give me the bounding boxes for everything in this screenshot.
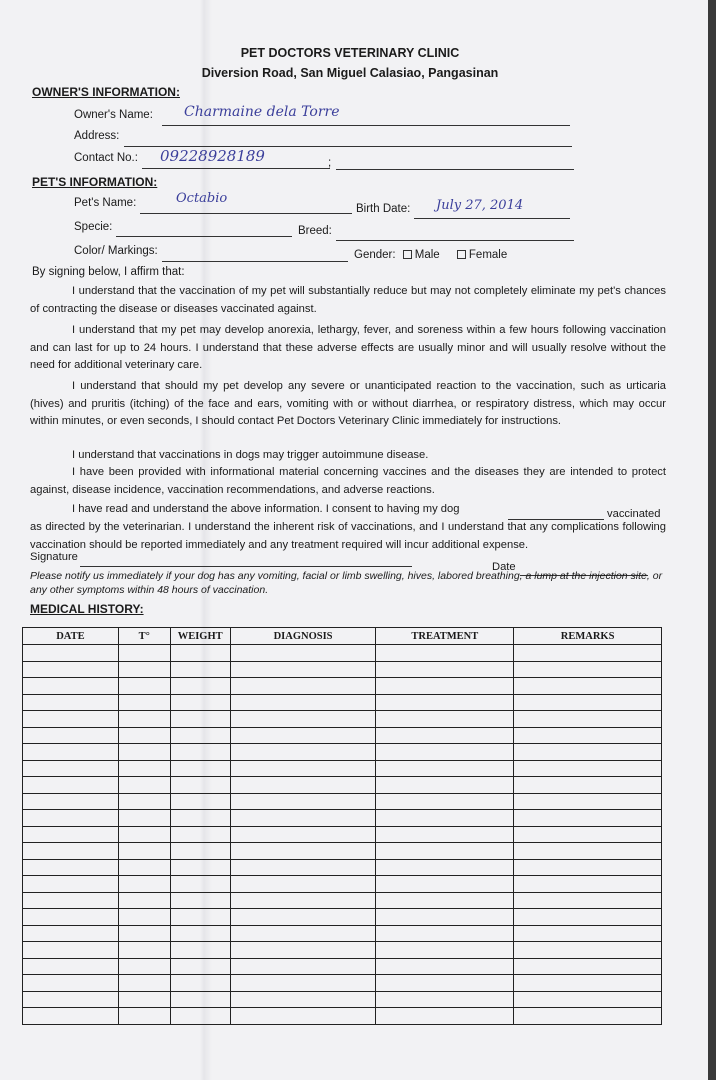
treatment-cell[interactable]	[376, 925, 514, 942]
clinic-name: PET DOCTORS VETERINARY CLINIC	[240, 46, 460, 60]
temp-cell[interactable]	[118, 645, 170, 662]
table-row	[23, 744, 662, 761]
weight-cell[interactable]	[170, 645, 230, 662]
diagnosis-cell[interactable]	[230, 793, 376, 810]
remarks-cell[interactable]	[514, 859, 662, 876]
contact-field-1[interactable]	[142, 168, 330, 169]
address-label: Address:	[74, 130, 120, 142]
remarks-cell[interactable]	[514, 645, 662, 662]
treatment-cell[interactable]	[376, 843, 514, 860]
table-row	[23, 991, 662, 1008]
table-row	[23, 694, 662, 711]
temp-cell[interactable]	[118, 760, 170, 777]
treatment-cell[interactable]	[376, 859, 514, 876]
treatment-cell[interactable]	[376, 909, 514, 926]
owner-name-value: Charmaine dela Torre	[184, 104, 340, 120]
temp-cell[interactable]	[118, 678, 170, 695]
consent-paragraph-1: I understand that the vaccination of my pet will substantially reduce but may not completely eliminate my pet's chances of contracting the disease or diseases vaccinated against.	[30, 285, 666, 315]
consent-paragraph-2: I understand that my pet may develop anorexia, lethargy, fever, and soreness within a few hours following vaccination and can last for up to 24 hours. I understand that these adverse effects are usually minor and will usually resolve without the need for additional veterinary care.	[30, 324, 666, 371]
remarks-cell[interactable]	[514, 958, 662, 975]
date-cell[interactable]	[23, 892, 119, 909]
weight-cell[interactable]	[170, 678, 230, 695]
weight-cell[interactable]	[170, 777, 230, 794]
weight-cell[interactable]	[170, 859, 230, 876]
date-cell[interactable]	[23, 991, 119, 1008]
diagnosis-cell[interactable]	[230, 925, 376, 942]
date-cell[interactable]	[23, 810, 119, 827]
temp-cell[interactable]	[118, 859, 170, 876]
table-row	[23, 1008, 662, 1025]
treatment-cell[interactable]	[376, 777, 514, 794]
table-row	[23, 859, 662, 876]
remarks-cell[interactable]	[514, 744, 662, 761]
owner-name-field[interactable]	[162, 125, 570, 126]
diagnosis-cell[interactable]	[230, 777, 376, 794]
temp-cell[interactable]	[118, 661, 170, 678]
temp-cell[interactable]	[118, 925, 170, 942]
treatment-cell[interactable]	[376, 744, 514, 761]
diagnosis-cell[interactable]	[230, 678, 376, 695]
col-diagnosis-header: DIAGNOSIS	[230, 628, 376, 645]
table-row	[23, 711, 662, 728]
remarks-cell[interactable]	[514, 909, 662, 926]
birth-date-value: July 27, 2014	[436, 198, 524, 213]
weight-cell[interactable]	[170, 826, 230, 843]
table-row	[23, 909, 662, 926]
weight-cell[interactable]	[170, 876, 230, 893]
diagnosis-cell[interactable]	[230, 958, 376, 975]
date-cell[interactable]	[23, 975, 119, 992]
date-cell[interactable]	[23, 678, 119, 695]
table-row	[23, 760, 662, 777]
diagnosis-cell[interactable]	[230, 1008, 376, 1025]
female-checkbox[interactable]	[457, 250, 466, 259]
remarks-cell[interactable]	[514, 1008, 662, 1025]
male-label: Male	[414, 249, 440, 261]
treatment-cell[interactable]	[376, 1008, 514, 1025]
remarks-cell[interactable]	[514, 942, 662, 959]
clinic-address: Diversion Road, San Miguel Calasiao, Pangasinan	[201, 66, 499, 80]
weight-cell[interactable]	[170, 1008, 230, 1025]
remarks-cell[interactable]	[514, 843, 662, 860]
contact-field-2[interactable]	[336, 169, 574, 170]
date-cell[interactable]	[23, 744, 119, 761]
diagnosis-cell[interactable]	[230, 843, 376, 860]
treatment-cell[interactable]	[376, 645, 514, 662]
date-cell[interactable]	[23, 843, 119, 860]
remarks-cell[interactable]	[514, 661, 662, 678]
table-row	[23, 678, 662, 695]
temp-cell[interactable]	[118, 843, 170, 860]
weight-cell[interactable]	[170, 810, 230, 827]
temp-cell[interactable]	[118, 958, 170, 975]
diagnosis-cell[interactable]	[230, 711, 376, 728]
treatment-cell[interactable]	[376, 942, 514, 959]
birth-date-label: Birth Date:	[356, 203, 411, 215]
consent-paragraph-5: I have been provided with informational material concerning vaccines and the diseases they are intended to protect against, disease incidence, vaccination recommendations, and adverse reactions.	[30, 466, 666, 496]
remarks-cell[interactable]	[514, 760, 662, 777]
owner-name-label: Owner's Name:	[74, 109, 153, 121]
diagnosis-cell[interactable]	[230, 991, 376, 1008]
remarks-cell[interactable]	[514, 925, 662, 942]
diagnosis-cell[interactable]	[230, 760, 376, 777]
date-cell[interactable]	[23, 661, 119, 678]
treatment-cell[interactable]	[376, 991, 514, 1008]
table-row	[23, 843, 662, 860]
col-temp-header: T°	[118, 628, 170, 645]
treatment-cell[interactable]	[376, 678, 514, 695]
weight-cell[interactable]	[170, 793, 230, 810]
gender-label: Gender:	[354, 249, 396, 261]
diagnosis-cell[interactable]	[230, 909, 376, 926]
weight-cell[interactable]	[170, 892, 230, 909]
gender-group	[354, 249, 507, 261]
treatment-cell[interactable]	[376, 810, 514, 827]
remarks-cell[interactable]	[514, 777, 662, 794]
diagnosis-cell[interactable]	[230, 744, 376, 761]
female-label: Female	[468, 249, 508, 261]
remarks-cell[interactable]	[514, 826, 662, 843]
pet-name-value: Octabio	[176, 191, 228, 206]
remarks-cell[interactable]	[514, 678, 662, 695]
temp-cell[interactable]	[118, 1008, 170, 1025]
treatment-cell[interactable]	[376, 694, 514, 711]
weight-cell[interactable]	[170, 843, 230, 860]
weight-cell[interactable]	[170, 975, 230, 992]
treatment-cell[interactable]	[376, 661, 514, 678]
date-cell[interactable]	[23, 1008, 119, 1025]
signature-field[interactable]	[80, 566, 412, 567]
temp-cell[interactable]	[118, 694, 170, 711]
temp-cell[interactable]	[118, 793, 170, 810]
temp-cell[interactable]	[118, 777, 170, 794]
remarks-cell[interactable]	[514, 975, 662, 992]
temp-cell[interactable]	[118, 909, 170, 926]
color-markings-label: Color/ Markings:	[74, 245, 158, 257]
temp-cell[interactable]	[118, 892, 170, 909]
consent-paragraph-6a: I have read and understand the above information. I consent to having my dog	[72, 503, 460, 515]
treatment-cell[interactable]	[376, 793, 514, 810]
contact-label: Contact No.:	[74, 152, 138, 164]
pet-name-field[interactable]	[140, 213, 352, 214]
diagnosis-cell[interactable]	[230, 876, 376, 893]
breed-label: Breed:	[298, 225, 332, 237]
diagnosis-cell[interactable]	[230, 694, 376, 711]
table-row	[23, 810, 662, 827]
col-weight-header: WEIGHT	[170, 628, 230, 645]
col-remarks-header: REMARKS	[514, 628, 662, 645]
remarks-cell[interactable]	[514, 810, 662, 827]
treatment-cell[interactable]	[376, 975, 514, 992]
weight-cell[interactable]	[170, 991, 230, 1008]
col-date-header: DATE	[23, 628, 119, 645]
specie-label: Specie:	[74, 221, 113, 233]
treatment-cell[interactable]	[376, 876, 514, 893]
contact-value: 09228928189	[160, 147, 265, 165]
table-row	[23, 876, 662, 893]
diagnosis-cell[interactable]	[230, 859, 376, 876]
date-cell[interactable]	[23, 909, 119, 926]
remarks-cell[interactable]	[514, 694, 662, 711]
table-row	[23, 826, 662, 843]
weight-cell[interactable]	[170, 942, 230, 959]
remarks-cell[interactable]	[514, 727, 662, 744]
remarks-cell[interactable]	[514, 991, 662, 1008]
signature-label: Signature	[30, 551, 78, 563]
table-header-row	[23, 628, 662, 645]
date-cell[interactable]	[23, 645, 119, 662]
date-cell[interactable]	[23, 793, 119, 810]
temp-cell[interactable]	[118, 876, 170, 893]
diagnosis-cell[interactable]	[230, 975, 376, 992]
consent-vaccinated-word: vaccinated	[607, 508, 661, 520]
consent-paragraph-3: I understand that should my pet develop any severe or unanticipated reaction to the vaccination, such as urticaria (hives) and pruritis (itching) of the face and ears, vomiting with or without diarrhea, or respiratory distress, which may occur within minutes, or even seconds, I should contact Pet Doctors Veterinary Clinic immediately for instructions.	[30, 380, 666, 427]
notify-note: Please notify us immediately if your dog has any vomiting, facial or limb swelling, hives, labored breathing, a lump at the injection site, or any other symptoms within 48 hours of vaccination.	[30, 570, 663, 596]
contact-separator: ;	[328, 157, 332, 169]
medical-section-title: MEDICAL HISTORY:	[30, 602, 144, 616]
date-cell[interactable]	[23, 711, 119, 728]
temp-cell[interactable]	[118, 991, 170, 1008]
weight-cell[interactable]	[170, 958, 230, 975]
weight-cell[interactable]	[170, 925, 230, 942]
remarks-cell[interactable]	[514, 892, 662, 909]
date-cell[interactable]	[23, 760, 119, 777]
color-markings-field[interactable]	[162, 261, 348, 262]
date-cell[interactable]	[23, 777, 119, 794]
medical-history-rows	[23, 645, 662, 1025]
date-cell[interactable]	[23, 694, 119, 711]
temp-cell[interactable]	[118, 975, 170, 992]
date-cell[interactable]	[23, 925, 119, 942]
weight-cell[interactable]	[170, 909, 230, 926]
diagnosis-cell[interactable]	[230, 645, 376, 662]
owner-section-title: OWNER'S INFORMATION:	[32, 85, 180, 99]
table-row	[23, 958, 662, 975]
col-treatment-header: TREATMENT	[376, 628, 514, 645]
date-cell[interactable]	[23, 727, 119, 744]
temp-cell[interactable]	[118, 711, 170, 728]
date-cell[interactable]	[23, 942, 119, 959]
treatment-cell[interactable]	[376, 892, 514, 909]
table-row	[23, 975, 662, 992]
remarks-cell[interactable]	[514, 711, 662, 728]
temp-cell[interactable]	[118, 826, 170, 843]
date-cell[interactable]	[23, 859, 119, 876]
treatment-cell[interactable]	[376, 826, 514, 843]
medical-history-table	[22, 627, 662, 1025]
date-cell[interactable]	[23, 958, 119, 975]
birth-date-field[interactable]	[414, 218, 570, 219]
weight-cell[interactable]	[170, 744, 230, 761]
consent-intro: By signing below, I affirm that:	[32, 266, 185, 278]
pet-section-title: PET'S INFORMATION:	[32, 175, 158, 189]
table-row	[23, 793, 662, 810]
pet-name-label: Pet's Name:	[74, 197, 137, 209]
diagnosis-cell[interactable]	[230, 810, 376, 827]
table-row	[23, 942, 662, 959]
temp-cell[interactable]	[118, 744, 170, 761]
weight-cell[interactable]	[170, 661, 230, 678]
consent-paragraph-4: I understand that vaccinations in dogs may trigger autoimmune disease.	[72, 449, 429, 461]
consent-paragraph-6c: as directed by the veterinarian. I understand the inherent risk of vaccinations, and I understand that any complications following vaccination should be reported immediately and any treatment required will incur additional expense.	[30, 521, 666, 551]
weight-cell[interactable]	[170, 711, 230, 728]
date-cell[interactable]	[23, 826, 119, 843]
male-checkbox[interactable]	[403, 250, 412, 259]
weight-cell[interactable]	[170, 694, 230, 711]
table-row	[23, 892, 662, 909]
temp-cell[interactable]	[118, 942, 170, 959]
specie-field[interactable]	[116, 236, 292, 237]
table-row	[23, 925, 662, 942]
temp-cell[interactable]	[118, 727, 170, 744]
date-cell[interactable]	[23, 876, 119, 893]
table-row	[23, 645, 662, 662]
diagnosis-cell[interactable]	[230, 942, 376, 959]
treatment-cell[interactable]	[376, 958, 514, 975]
diagnosis-cell[interactable]	[230, 727, 376, 744]
weight-cell[interactable]	[170, 727, 230, 744]
diagnosis-cell[interactable]	[230, 892, 376, 909]
temp-cell[interactable]	[118, 810, 170, 827]
table-row	[23, 727, 662, 744]
breed-field[interactable]	[336, 240, 574, 241]
table-row	[23, 777, 662, 794]
remarks-cell[interactable]	[514, 876, 662, 893]
date-label: Date	[492, 561, 516, 573]
treatment-cell[interactable]	[376, 727, 514, 744]
table-row	[23, 661, 662, 678]
diagnosis-cell[interactable]	[230, 661, 376, 678]
treatment-cell[interactable]	[376, 760, 514, 777]
treatment-cell[interactable]	[376, 711, 514, 728]
weight-cell[interactable]	[170, 760, 230, 777]
diagnosis-cell[interactable]	[230, 826, 376, 843]
remarks-cell[interactable]	[514, 793, 662, 810]
